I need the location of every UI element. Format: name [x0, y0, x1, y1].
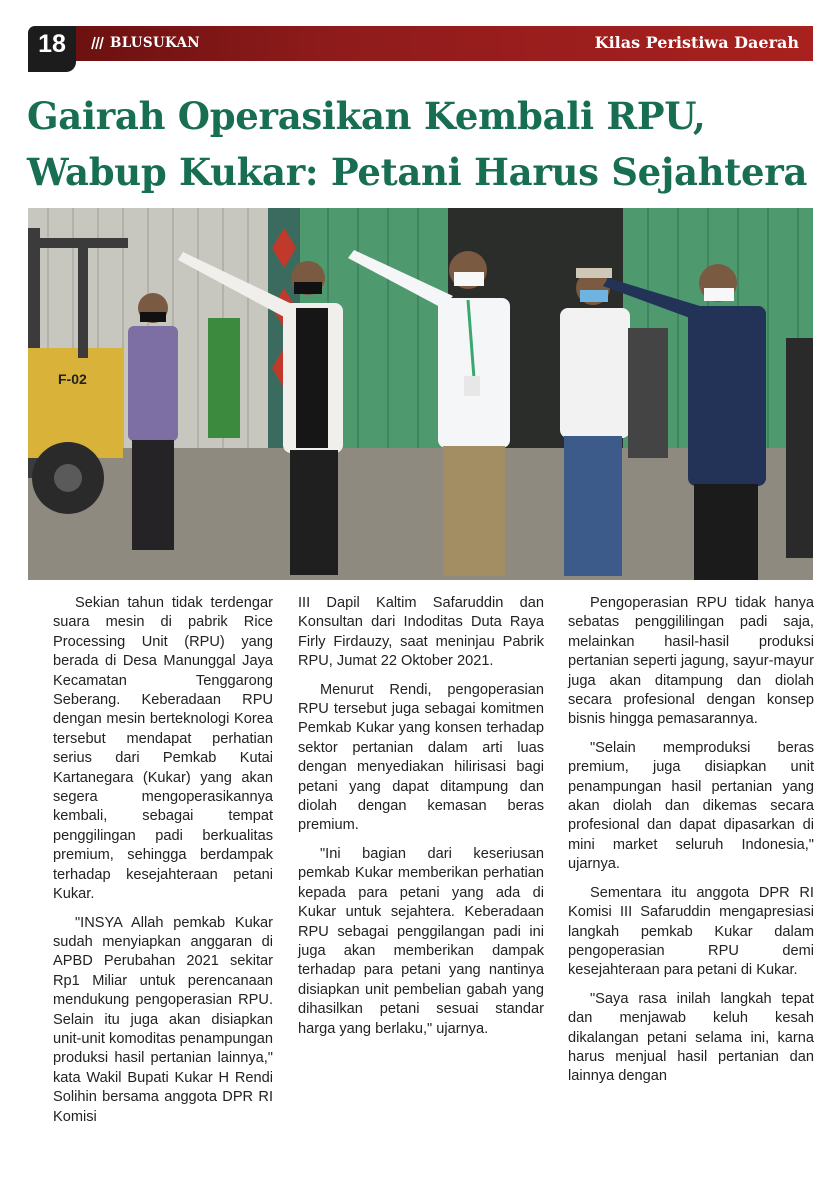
article-column-1 [53, 594, 273, 1136]
headline-line-2: Wabup Kukar: Petani Harus Sejahtera [27, 150, 808, 194]
headline [27, 88, 827, 200]
page-number: 18 [38, 30, 66, 58]
article-paragraph: "Selain memproduksi beras premium, juga disiapkan unit penampungan hasil pertanian yang akan diolah dan dikemas secara profesional dan dapat dipasarkan di mini market seluruh Indonesia," ujarnya. [568, 739, 814, 873]
page-header [28, 26, 813, 63]
page-number-box [28, 26, 76, 72]
article-paragraph: Sekian tahun tidak terdengar suara mesin di pabrik Rice Processing Unit (RPU) yang berada di Desa Manunggal Jaya Kecamatan Tenggarong Seberang. Keberadaan RPU dengan mesin berteknologi Korea tersebut mendapat perhatian serius dari Pemkab Kutai Kartanegara (Kukar) yang akan segera mengoperasikannya kembali, sebagai tempat penggilingan padi berkualitas premium, sehingga berdampak terhadap kesejahteraan petani Kukar. [53, 595, 273, 903]
news-photo [28, 208, 813, 580]
section-label: BLUSUKAN [110, 35, 200, 51]
article-paragraph: Sementara itu anggota DPR RI Komisi III Safaruddin mengapresiasi langkah pemkab Kukar dalam pengoperasian RPU demi kesejahteraan para petani di Kukar. [568, 884, 814, 979]
article-column-3 [568, 594, 814, 1096]
article-paragraph: III Dapil Kaltim Safaruddin dan Konsultan dari Indoditas Duta Raya Firly Firdauzy, saat meninjau Pabrik RPU, Jumat 22 Oktober 2021. [298, 595, 544, 670]
article-paragraph: Pengoperasian RPU tidak hanya sebatas penggililingan padi saja, melainkan hasil-hasil produksi pertanian seperti jagung, sayur-mayur juga akan ditampung dan diolah secara profesional dengan konsep bisnis hingga pemasarannya. [568, 595, 814, 728]
headline-line-1: Gairah Operasikan Kembali RPU, [27, 94, 706, 138]
news-photo-illustration [28, 208, 813, 580]
rubric-title: Kilas Peristiwa Daerah [594, 33, 799, 52]
article-paragraph: "Saya rasa inilah langkah tepat dan menjawab keluh kesah dikalangan petani selama ini, karna harus menjual hasil pertanian dan lainnya dengan [568, 990, 814, 1085]
section-stripes-icon [90, 35, 106, 51]
article-paragraph: "INSYA Allah pemkab Kukar sudah menyiapkan anggaran di APBD Perubahan 2021 sekitar Rp1 Miliar untuk perencanaan mendukung pengoperasian RPU. Selain itu juga akan disiapkan unit-unit komoditas penampungan produksi hasil pertanian lainnya," kata Wakil Bupati Kukar H Rendi Solihin bersama anggota DPR RI Komisi [53, 914, 273, 1125]
article-column-2 [298, 594, 544, 1048]
article-paragraph: "Ini bagian dari keseriusan pemkab Kukar memberikan perhatian kepada para petani yang ada di Kukar untuk sejahtera. Keberadaan RPU sebagai penggilangan padi ini juga akan memberikan dampak terhadap para petani yang nantinya disiapkan unit pembelian gabah yang dihasilkan petani sesuai standar harga yang berlaku," ujarnya. [298, 845, 544, 1037]
article-paragraph: Menurut Rendi, pengoperasian RPU tersebut juga sebagai komitmen Pemkab Kukar yang konsen terhadap sektor pertanian dalam arti luas dengan menyediakan hilirisasi bagi petani yang dapat ditampung dan diolah dengan kemasan beras premium. [298, 681, 544, 834]
forklift-label: F-02 [58, 371, 87, 387]
